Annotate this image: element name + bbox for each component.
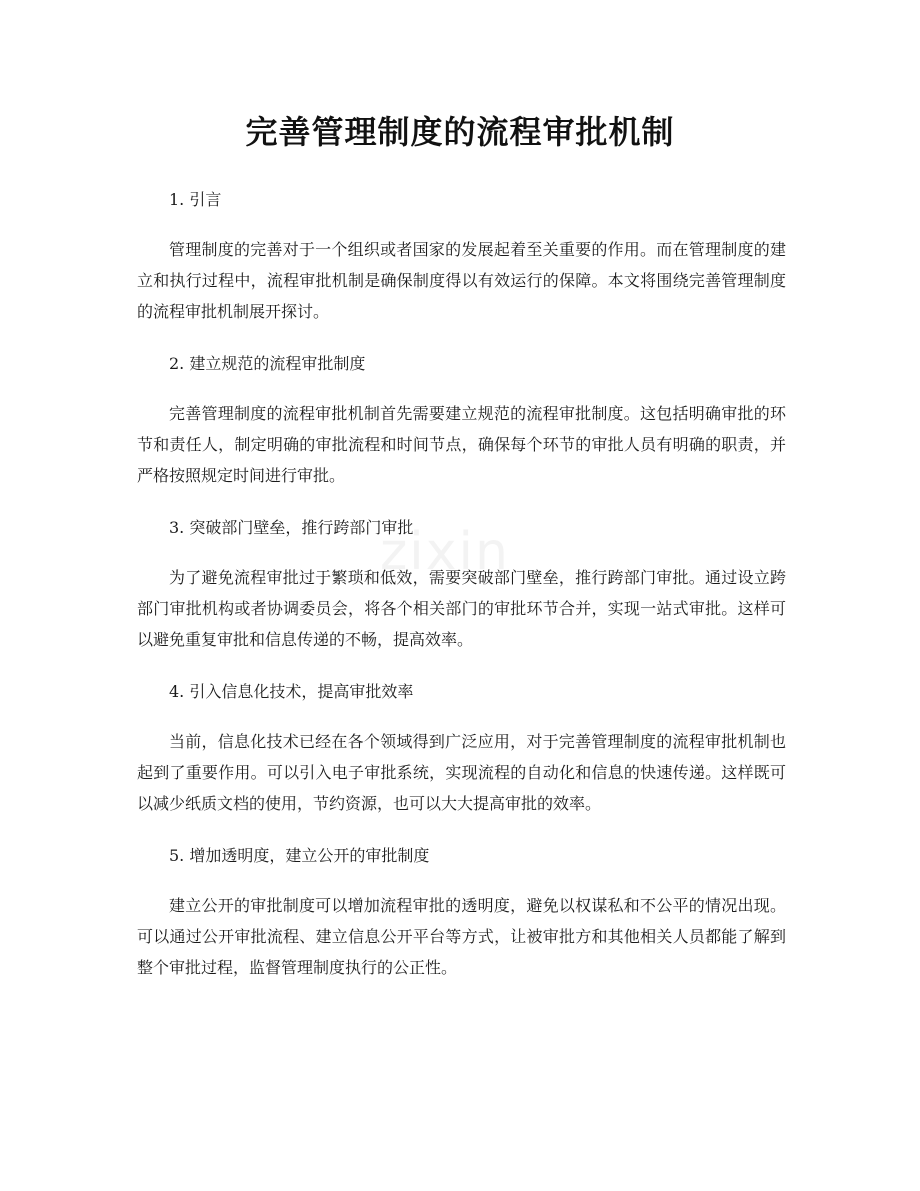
section-heading: 4. 引入信息化技术，提高审批效率 [169,682,414,701]
section-paragraph: 当前，信息化技术已经在各个领域得到广泛应用，对于完善管理制度的流程审批机制也起到了重要作用。可以引入电子审批系统，实现流程的自动化和信息的快速传递。这样既可以减少纸质文档的使用，节约资源，也可以大大提高审批的效率。 [137,732,786,813]
section-paragraph: 为了避免流程审批过于繁琐和低效，需要突破部门壁垒，推行跨部门审批。通过设立跨部门审批机构或者协调委员会，将各个相关部门的审批环节合并，实现一站式审批。这样可以避免重复审批和信息传递的不畅，提高效率。 [137,568,786,649]
section-heading: 3. 突破部门壁垒，推行跨部门审批 [169,518,414,537]
section-information-technology [137,676,786,819]
section-paragraph: 建立公开的审批制度可以增加流程审批的透明度，避免以权谋私和不公平的情况出现。可以通过公开审批流程、建立信息公开平台等方式，让被审批方和其他相关人员都能了解到整个审批过程，监督管理制度执行的公正性。 [137,896,786,977]
section-standard-approval [137,348,786,491]
section-paragraph: 管理制度的完善对于一个组织或者国家的发展起着至关重要的作用。而在管理制度的建立和执行过程中，流程审批机制是确保制度得以有效运行的保障。本文将围绕完善管理制度的流程审批机制展开探讨。 [137,240,786,321]
section-introduction [137,184,786,327]
watermark: zixin [380,522,510,582]
section-heading: 5. 增加透明度，建立公开的审批制度 [169,846,430,865]
document-title: 完善管理制度的流程审批机制 [245,113,675,151]
section-transparency [137,840,786,983]
section-heading: 1. 引言 [169,190,222,209]
section-heading: 2. 建立规范的流程审批制度 [169,354,366,373]
section-cross-department [137,512,786,655]
document-body [137,184,786,1004]
section-paragraph: 完善管理制度的流程审批机制首先需要建立规范的流程审批制度。这包括明确审批的环节和责任人，制定明确的审批流程和时间节点，确保每个环节的审批人员有明确的职责，并严格按照规定时间进行审批。 [137,404,786,485]
